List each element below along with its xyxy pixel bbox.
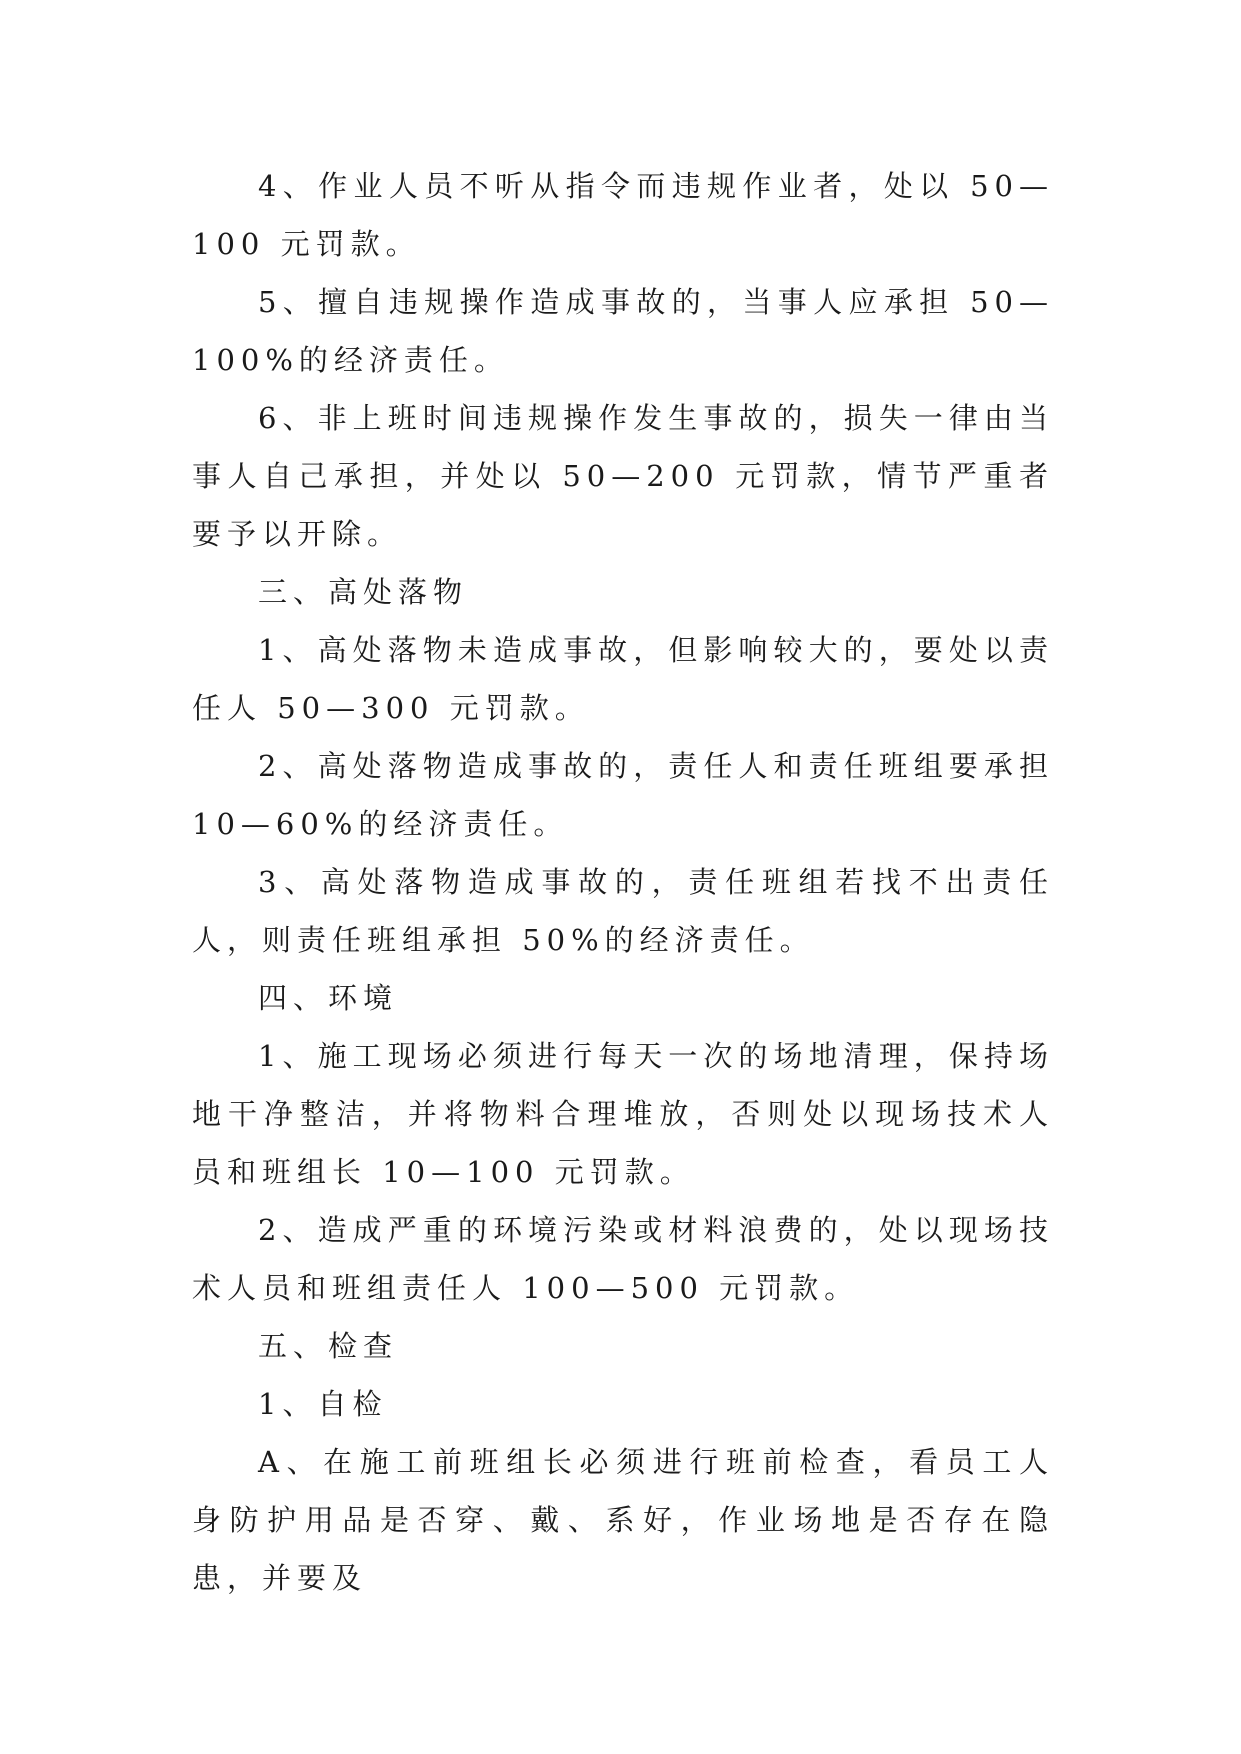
paragraph-falling-objects-2: 2、高处落物造成事故的，责任人和责任班组要承担10—60%的经济责任。: [192, 749, 1054, 841]
paragraph-environment-1: 1、施工现场必须进行每天一次的场地清理，保持场地干净整洁，并将物料合理堆放，否则处以现场技术人员和班组长 10—100 元罚款。: [192, 1039, 1054, 1189]
paragraph-item-4: 4、作业人员不听从指令而违规作业者，处以 50—100 元罚款。: [192, 169, 1054, 261]
section-heading-environment: 四、环境: [258, 981, 399, 1015]
paragraph-self-inspection: 1、自检: [258, 1387, 388, 1421]
document-page: [192, 157, 1054, 1607]
section-heading-falling-objects: 三、高处落物: [258, 575, 469, 609]
paragraph-item-6: 6、非上班时间违规操作发生事故的，损失一律由当事人自己承担，并处以 50—200 元罚款，情节严重者要予以开除。: [192, 401, 1054, 551]
section-heading-inspection: 五、检查: [258, 1329, 399, 1363]
paragraph-inspection-a: A、在施工前班组长必须进行班前检查，看员工人身防护用品是否穿、戴、系好，作业场地是否存在隐患，并要及: [192, 1445, 1054, 1595]
paragraph-falling-objects-3: 3、高处落物造成事故的，责任班组若找不出责任人，则责任班组承担 50%的经济责任。: [192, 865, 1054, 957]
paragraph-environment-2: 2、造成严重的环境污染或材料浪费的，处以现场技术人员和班组责任人 100—500 元罚款。: [192, 1213, 1054, 1305]
paragraph-falling-objects-1: 1、高处落物未造成事故，但影响较大的，要处以责任人 50—300 元罚款。: [192, 633, 1054, 725]
paragraph-item-5: 5、擅自违规操作造成事故的，当事人应承担 50—100%的经济责任。: [192, 285, 1054, 377]
